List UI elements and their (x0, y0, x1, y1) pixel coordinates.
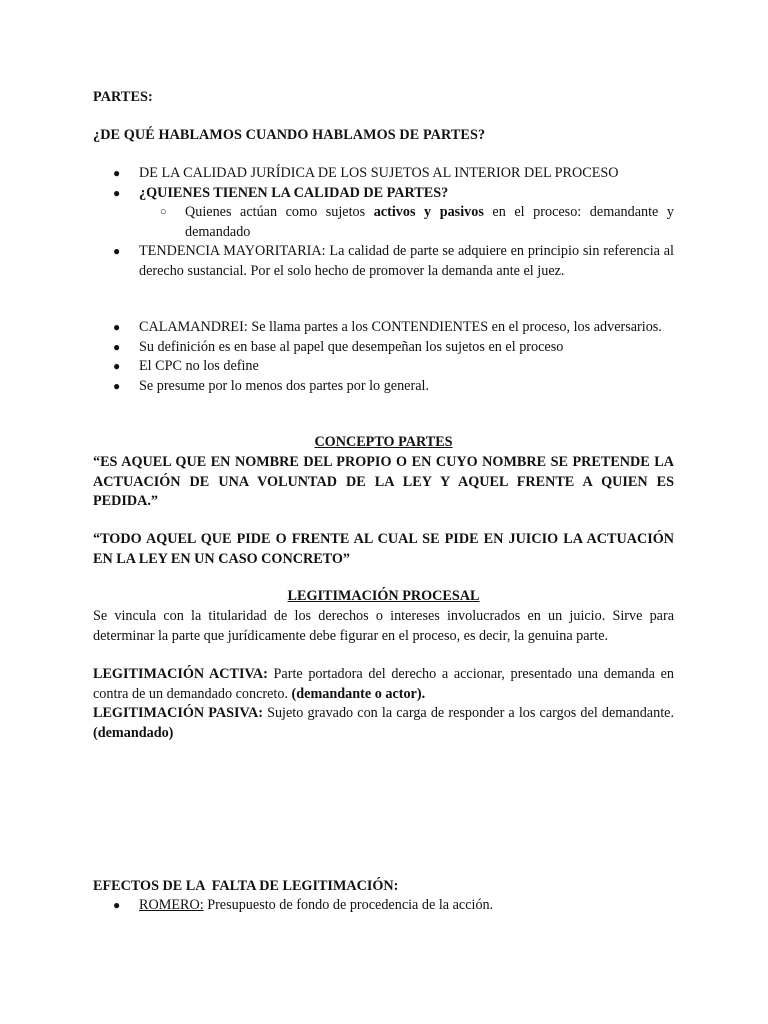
legitimacion-pasiva (93, 704, 674, 743)
bullet-list-1 (93, 164, 674, 281)
list-item (93, 242, 674, 281)
concepto-quote-1: “ES AQUEL QUE EN NOMBRE DEL PROPIO O EN CUYO NOMBRE SE PRETENDE LA ACTUACIÓN DE UNA VOLUNTAD DE LA LEY Y AQUEL FRENTE A QUIEN ES PEDIDA.” (93, 454, 674, 509)
list-item-text: CALAMANDREI: Se llama partes a los CONTENDIENTES en el proceso, los adversarios. (139, 319, 662, 335)
sub-item-text-c: en el proceso: demandante y demandado (185, 204, 675, 240)
bullet-icon: ● (113, 339, 121, 354)
pasiva-label: LEGITIMACIÓN PASIVA: (93, 705, 263, 721)
legitimacion-activa (93, 665, 674, 704)
bullet-icon: ● (113, 898, 121, 912)
bullet-icon: ● (113, 166, 121, 180)
romero-text: Presupuesto de fondo de procedencia de la acción. (203, 897, 494, 913)
list-item-text: El CPC no los define (139, 358, 259, 374)
pasiva-bold: (demandado) (93, 724, 174, 741)
pasiva-text: Sujeto gravado con la carga de responder a los cargos del demandante. (262, 705, 674, 721)
romero-label: ROMERO: (139, 897, 204, 913)
legitimacion-body: Se vincula con la titularidad de los derechos o intereses involucrados en un juicio. Sirve para determinar la parte que jurídicamente debe figurar en el proceso, es decir, la genuina parte. (93, 608, 674, 644)
bullet-icon: ● (113, 378, 121, 393)
activa-text: Parte portadora del derecho a accionar, presentado una demanda en contra de un demandado concreto. (93, 666, 674, 702)
legitimacion-title: LEGITIMACIÓN PROCESAL (287, 588, 480, 604)
activa-label: LEGITIMACIÓN ACTIVA: (93, 666, 268, 682)
heading-partes: PARTES: (93, 89, 153, 105)
sub-list-item (93, 203, 674, 242)
list-item-text: ¿QUIENES TIENEN LA CALIDAD DE PARTES? (139, 184, 449, 201)
bullet-list-2 (93, 318, 674, 396)
list-item (93, 338, 674, 358)
sub-item-text-bold: activos y pasivos (373, 204, 484, 220)
concepto-title: CONCEPTO PARTES (314, 434, 453, 450)
sub-item-text-a: Quienes actúan como sujetos (185, 204, 374, 220)
list-item (93, 184, 674, 243)
list-item (93, 318, 674, 338)
bullet-icon: ● (113, 244, 121, 258)
list-item-text: TENDENCIA MAYORITARIA: La calidad de parte se adquiere en principio sin referencia al derecho sustancial. Por el solo hecho de promover la demanda ante el juez. (139, 243, 674, 279)
list-item (93, 896, 674, 916)
list-item (93, 164, 674, 184)
list-item-text: DE LA CALIDAD JURÍDICA DE LOS SUJETOS AL INTERIOR DEL PROCESO (139, 165, 619, 181)
efectos-title: EFECTOS DE LA FALTA DE LEGITIMACIÓN: (93, 878, 399, 894)
list-item-text: Se presume por lo menos dos partes por lo general. (139, 377, 429, 394)
list-item (93, 357, 674, 377)
circle-bullet-icon: ○ (160, 206, 167, 218)
list-item-text: Su definición es en base al papel que desempeñan los sujetos en el proceso (139, 338, 564, 355)
list-item (93, 377, 674, 397)
efectos-list (93, 896, 674, 916)
concepto-quote-2: “TODO AQUEL QUE PIDE O FRENTE AL CUAL SE PIDE EN JUICIO LA ACTUACIÓN EN LA LEY EN UN CASO CONCRETO” (93, 531, 674, 567)
question-heading: ¿DE QUÉ HABLAMOS CUANDO HABLAMOS DE PARTES? (93, 127, 486, 143)
bullet-icon: ● (113, 320, 121, 334)
bullet-icon: ● (113, 185, 121, 200)
activa-bold: (demandante o actor). (291, 685, 426, 702)
bullet-icon: ● (113, 359, 121, 373)
